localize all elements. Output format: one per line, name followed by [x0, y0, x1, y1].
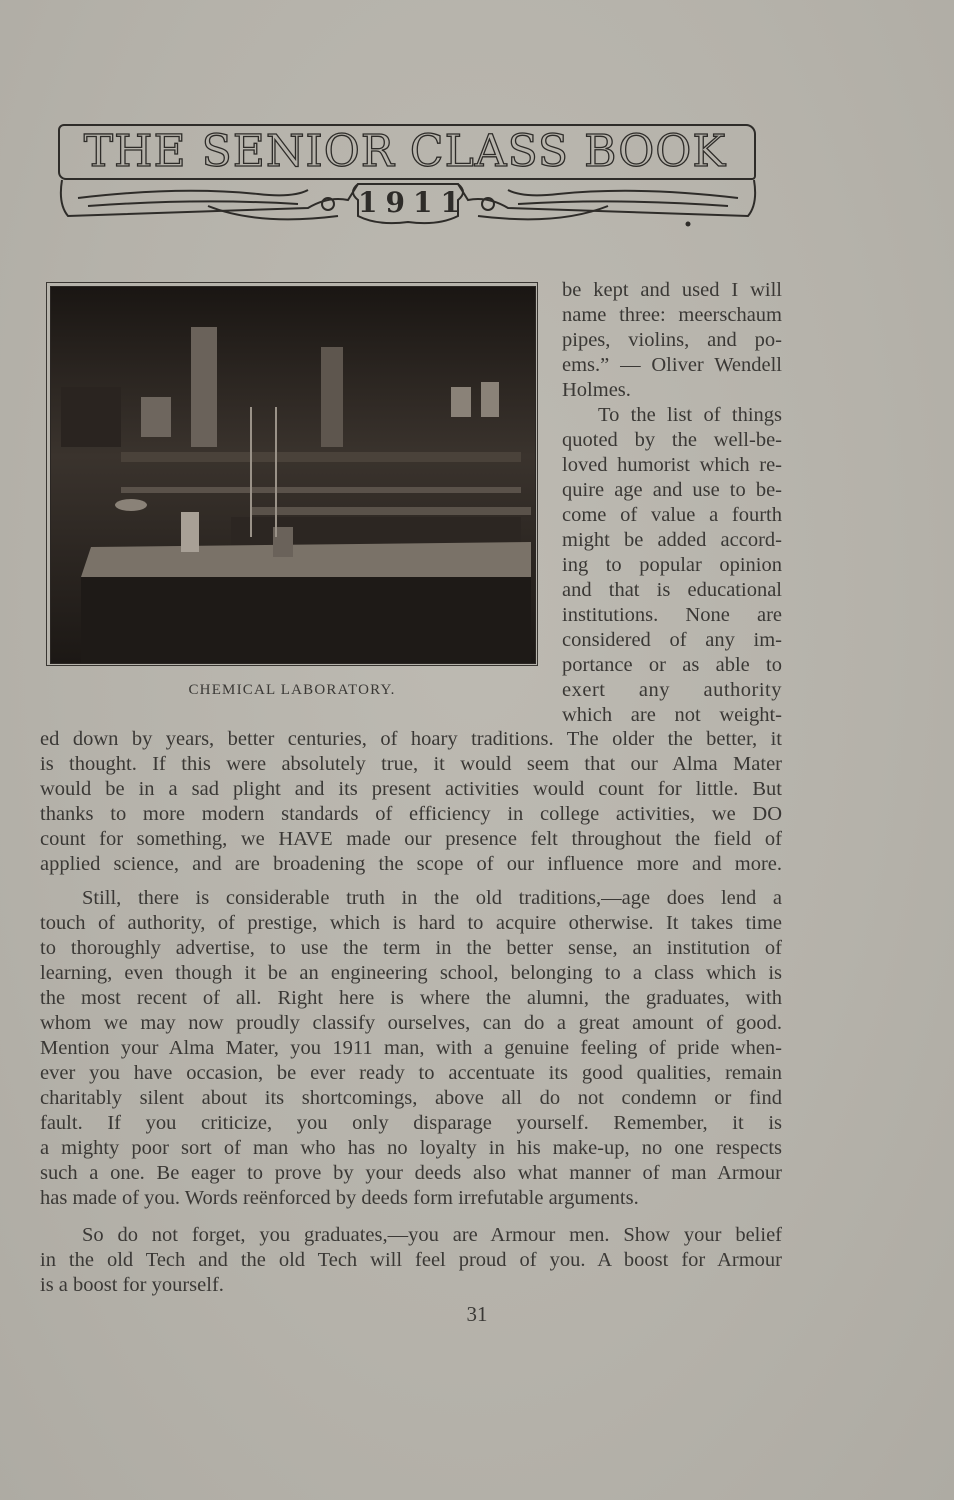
text-line: come of value a fourth: [562, 504, 782, 526]
text-line: applied science, and are broadening the scope of our influence more and more.: [40, 853, 782, 875]
text-line: fault. If you criticize, you only disparage yourself. Remember, it is: [40, 1112, 782, 1134]
text-line: Holmes.: [562, 379, 631, 401]
text-line: quoted by the well-be-: [562, 429, 782, 451]
text-line: count for something, we HAVE made our presence felt throughout the field of: [40, 828, 782, 850]
chemical-laboratory-photo: [50, 286, 536, 664]
text-line: might be added accord-: [562, 529, 782, 551]
text-line: ing to popular opinion: [562, 554, 782, 576]
text-line: loved humorist which re-: [562, 454, 782, 476]
text-line: Still, there is considerable truth in the old traditions,—age does lend a: [82, 887, 782, 909]
text-line: a mighty poor sort of man who has no loyalty in his make-up, no one respects: [40, 1137, 782, 1159]
text-line: considered of any im-: [562, 629, 782, 651]
text-line: Mention your Alma Mater, you 1911 man, with a genuine feeling of pride when-: [40, 1037, 782, 1059]
text-line: So do not forget, you graduates,—you are Armour men. Show your belief: [82, 1224, 782, 1246]
text-line: ems.” — Oliver Wendell: [562, 354, 782, 376]
paragraph-1: [40, 727, 782, 877]
text-line: the most recent of all. Right here is where the alumni, the graduates, with: [40, 987, 782, 1009]
text-line: To the list of things: [598, 404, 782, 426]
paragraph-3: [40, 1223, 782, 1298]
text-line: ed down by years, better centuries, of hoary traditions. The older the better, it: [40, 728, 782, 750]
text-line: ever you have occasion, be ever ready to accentuate its good qualities, remain: [40, 1062, 782, 1084]
text-line: such a one. Be eager to prove by your deeds also what manner of man Armour: [40, 1162, 782, 1184]
header-year: 1911: [358, 186, 468, 219]
header-title: THE SENIOR CLASS BOOK: [83, 126, 727, 177]
text-line: whom we may now proudly classify ourselves, can do a great amount of good.: [40, 1012, 782, 1034]
text-line: charitably silent about its shortcomings, above all do not condemn or find: [40, 1087, 782, 1109]
text-line: has made of you. Words reënforced by deeds form irrefutable arguments.: [40, 1187, 639, 1209]
text-line: institutions. None are: [562, 604, 782, 626]
text-line: be kept and used I will: [562, 279, 782, 301]
figure-frame: [46, 282, 538, 666]
text-line: name three: meerschaum: [562, 304, 782, 326]
text-line: quire age and use to be-: [562, 479, 782, 501]
text-line: portance or as able to: [562, 654, 782, 676]
text-line: touch of authority, of prestige, which is hard to acquire otherwise. It takes time: [40, 912, 782, 934]
figure-caption: CHEMICAL LABORATORY.: [188, 682, 396, 698]
text-line: thanks to more modern standards of efficiency in college activities, we DO: [40, 803, 782, 825]
text-line: exert any authority: [562, 679, 782, 701]
text-line: pipes, violins, and po-: [562, 329, 782, 351]
text-line: learning, even though it be an engineering school, belonging to a class which is: [40, 962, 782, 984]
paragraph-2: [40, 886, 782, 1211]
laboratory-photo-image: [51, 287, 535, 663]
text-line: and that is educational: [562, 579, 782, 601]
text-line: to thoroughly advertise, to use the term in the better sense, an institution of: [40, 937, 782, 959]
text-line: is thought. If this were absolutely true, it would seem that our Alma Mater: [40, 753, 782, 775]
page-number: 31: [466, 1302, 488, 1326]
text-line: in the old Tech and the old Tech will feel proud of you. A boost for Armour: [40, 1249, 782, 1271]
text-line: is a boost for yourself.: [40, 1274, 224, 1296]
text-line: which are not weight-: [562, 704, 782, 726]
page-header: [58, 124, 758, 230]
text-line: would be in a sad plight and its present activities would count for little. But: [40, 778, 782, 800]
right-column-text: [562, 278, 782, 728]
